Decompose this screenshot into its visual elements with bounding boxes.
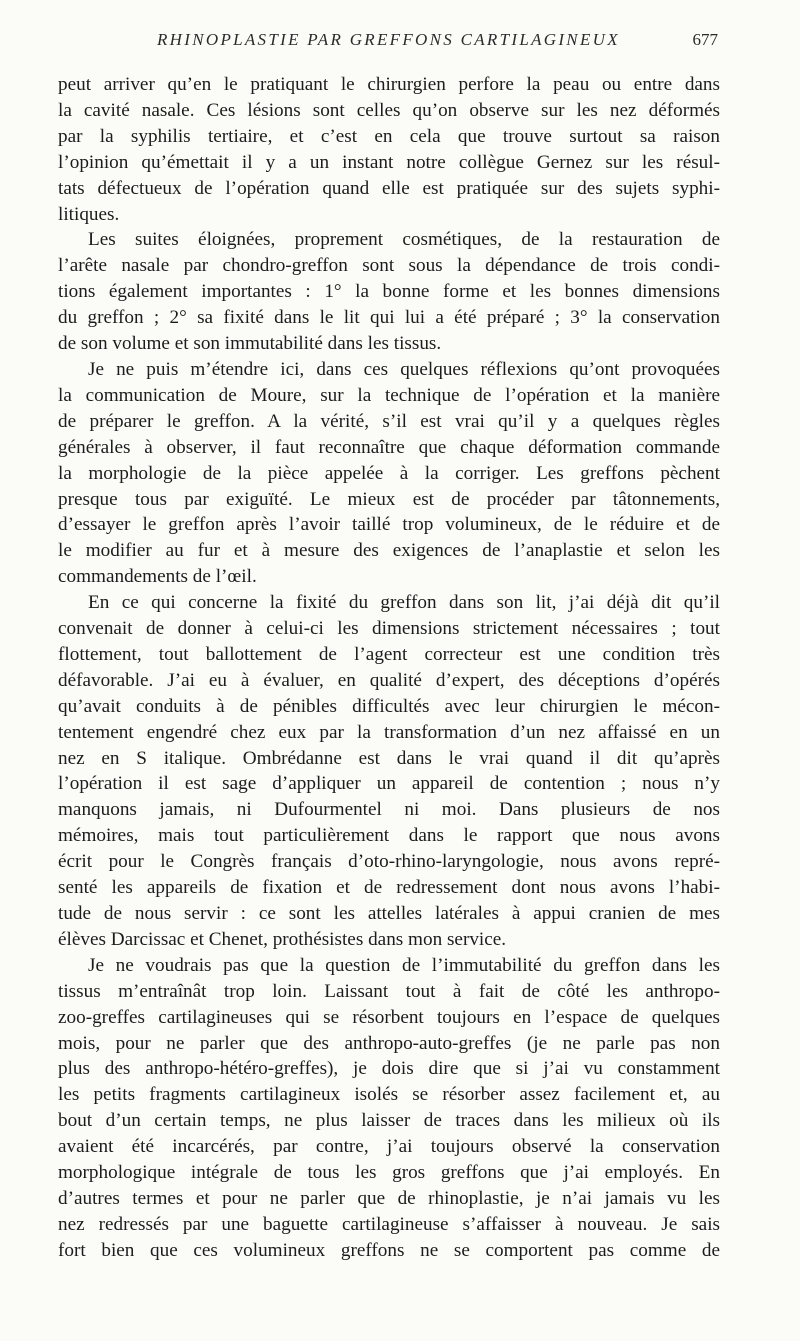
text-line: presque tous par exiguïté. Le mieux est de procéder par tâtonnements, <box>58 488 720 510</box>
text-line: tentement engendré chez eux par la transformation d’un nez affaissé en un <box>58 721 720 743</box>
text-line: bout d’un certain temps, ne plus laisser de traces dans les milieux où ils <box>58 1110 720 1132</box>
text-line: la cavité nasale. Ces lésions sont celles qu’on observe sur les nez déformés <box>58 99 720 121</box>
text-line: tude de nous servir : ce sont les attelles latérales à appui cranien de mes <box>58 903 720 924</box>
text-line: zoo-greffes cartilagineuses qui se résorbent toujours en l’espace de quelques <box>58 1006 720 1028</box>
text-line: du greffon ; 2° sa fixité dans le lit qui lui a été préparé ; 3° la conservation <box>58 307 720 329</box>
text-line: senté les appareils de fixation et de redressement dont nous avons l’habi- <box>58 877 720 899</box>
text-line: les petits fragments cartilagineux isolés se résorber assez facilement et, au <box>58 1084 720 1106</box>
text-line: manquons jamais, ni Dufourmentel ni moi. Dans plusieurs de nos <box>58 799 720 821</box>
text-line: tissus m’entraînât trop loin. Laissant tout à fait de côté les anthropo- <box>58 980 720 1002</box>
text-line: écrit pour le Congrès français d’oto-rhino-laryngologie, nous avons repré- <box>58 851 720 873</box>
text-line: l’opinion qu’émettait il y a un instant notre collègue Gernez sur les résul- <box>58 151 720 173</box>
running-title: RHINOPLASTIE PAR GREFFONS CARTILAGINEUX <box>157 30 620 49</box>
paragraph <box>58 72 720 227</box>
text-line: d’essayer le greffon après l’avoir taillé trop volumineux, de le réduire et de <box>58 514 720 536</box>
text-line: mois, pour ne parler que des anthropo-auto-greffes (je ne parle pas non <box>58 1032 720 1054</box>
text-line: nez redressés par une baguette cartilagineuse s’affaisser à nouveau. Je sais <box>58 1213 720 1235</box>
text-line: Les suites éloignées, proprement cosmétiques, de la restauration de <box>88 229 720 251</box>
text-line: d’autres termes et pour ne parler que de rhinoplastie, je n’ai jamais vu les <box>58 1187 720 1209</box>
text-line: de son volume et son immutabilité dans les tissus. <box>58 333 442 355</box>
text-line: la morphologie de la pièce appelée à la corriger. Les greffons pèchent <box>58 462 720 484</box>
paragraph <box>58 357 720 590</box>
text-line: nez en S italique. Ombrédanne est dans le vrai quand il dit qu’après <box>58 747 720 769</box>
text-line: mémoires, mais tout particulièrement dans le rapport que nous avons <box>58 825 720 847</box>
text-line: le modifier au fur et à mesure des exigences de l’anaplastie et selon les <box>58 540 720 562</box>
text-line: qu’avait conduits à de pénibles difficultés avec leur chirurgien le mécon- <box>58 695 720 717</box>
text-line: de préparer le greffon. A la vérité, s’il est vrai qu’il y a quelques règles <box>58 410 720 432</box>
page-number: 677 <box>692 30 718 49</box>
text-line: flottement, tout ballottement de l’agent correcteur est une condition très <box>58 643 720 665</box>
text-line: En ce qui concerne la fixité du greffon dans son lit, j’ai déjà dit qu’il <box>88 592 720 614</box>
paragraph <box>58 590 720 953</box>
text-line: convenait de donner à celui-ci les dimensions strictement nécessaires ; tout <box>58 618 720 640</box>
text-line: litiques. <box>58 203 120 225</box>
text-line: avaient été incarcérés, par contre, j’ai toujours observé la conservation <box>58 1136 720 1158</box>
text-line: générales à observer, il faut reconnaître que chaque déformation commande <box>58 436 720 458</box>
text-line: fort bien que ces volumineux greffons ne se comportent pas comme de <box>58 1239 720 1261</box>
text-line: peut arriver qu’en le pratiquant le chirurgien perfore la peau ou entre dans <box>58 74 720 95</box>
text-line: plus des anthropo-hétéro-greffes), je dois dire que si j’ai vu constamment <box>58 1058 720 1080</box>
paragraph <box>58 227 720 357</box>
text-line: morphologique intégrale de tous les gros greffons que j’ai employés. En <box>58 1162 720 1184</box>
text-line: tats défectueux de l’opération quand elle est pratiquée sur des sujets syphi- <box>58 177 720 199</box>
body-text <box>58 72 720 1264</box>
text-line: commandements de l’œil. <box>58 566 257 588</box>
text-line: l’opération il est sage d’appliquer un appareil de contention ; nous n’y <box>58 773 720 795</box>
text-line: défavorable. J’ai eu à évaluer, en qualité d’expert, des déceptions d’opérés <box>58 669 720 691</box>
text-line: l’arête nasale par chondro-greffon sont sous la dépendance de trois condi- <box>58 255 720 277</box>
paragraph <box>58 953 720 1264</box>
text-line: la communication de Moure, sur la technique de l’opération et la manière <box>58 384 720 406</box>
text-line: élèves Darcissac et Chenet, prothésistes dans mon service. <box>58 928 507 950</box>
text-line: Je ne puis m’étendre ici, dans ces quelques réflexions qu’ont provoquées <box>88 358 720 380</box>
text-line: tions également importantes : 1° la bonne forme et les bonnes dimensions <box>58 281 720 303</box>
running-head <box>62 30 718 58</box>
text-line: Je ne voudrais pas que la question de l’immutabilité du greffon dans les <box>88 954 720 976</box>
text-line: par la syphilis tertiaire, et c’est en cela que trouve surtout sa raison <box>58 125 720 147</box>
